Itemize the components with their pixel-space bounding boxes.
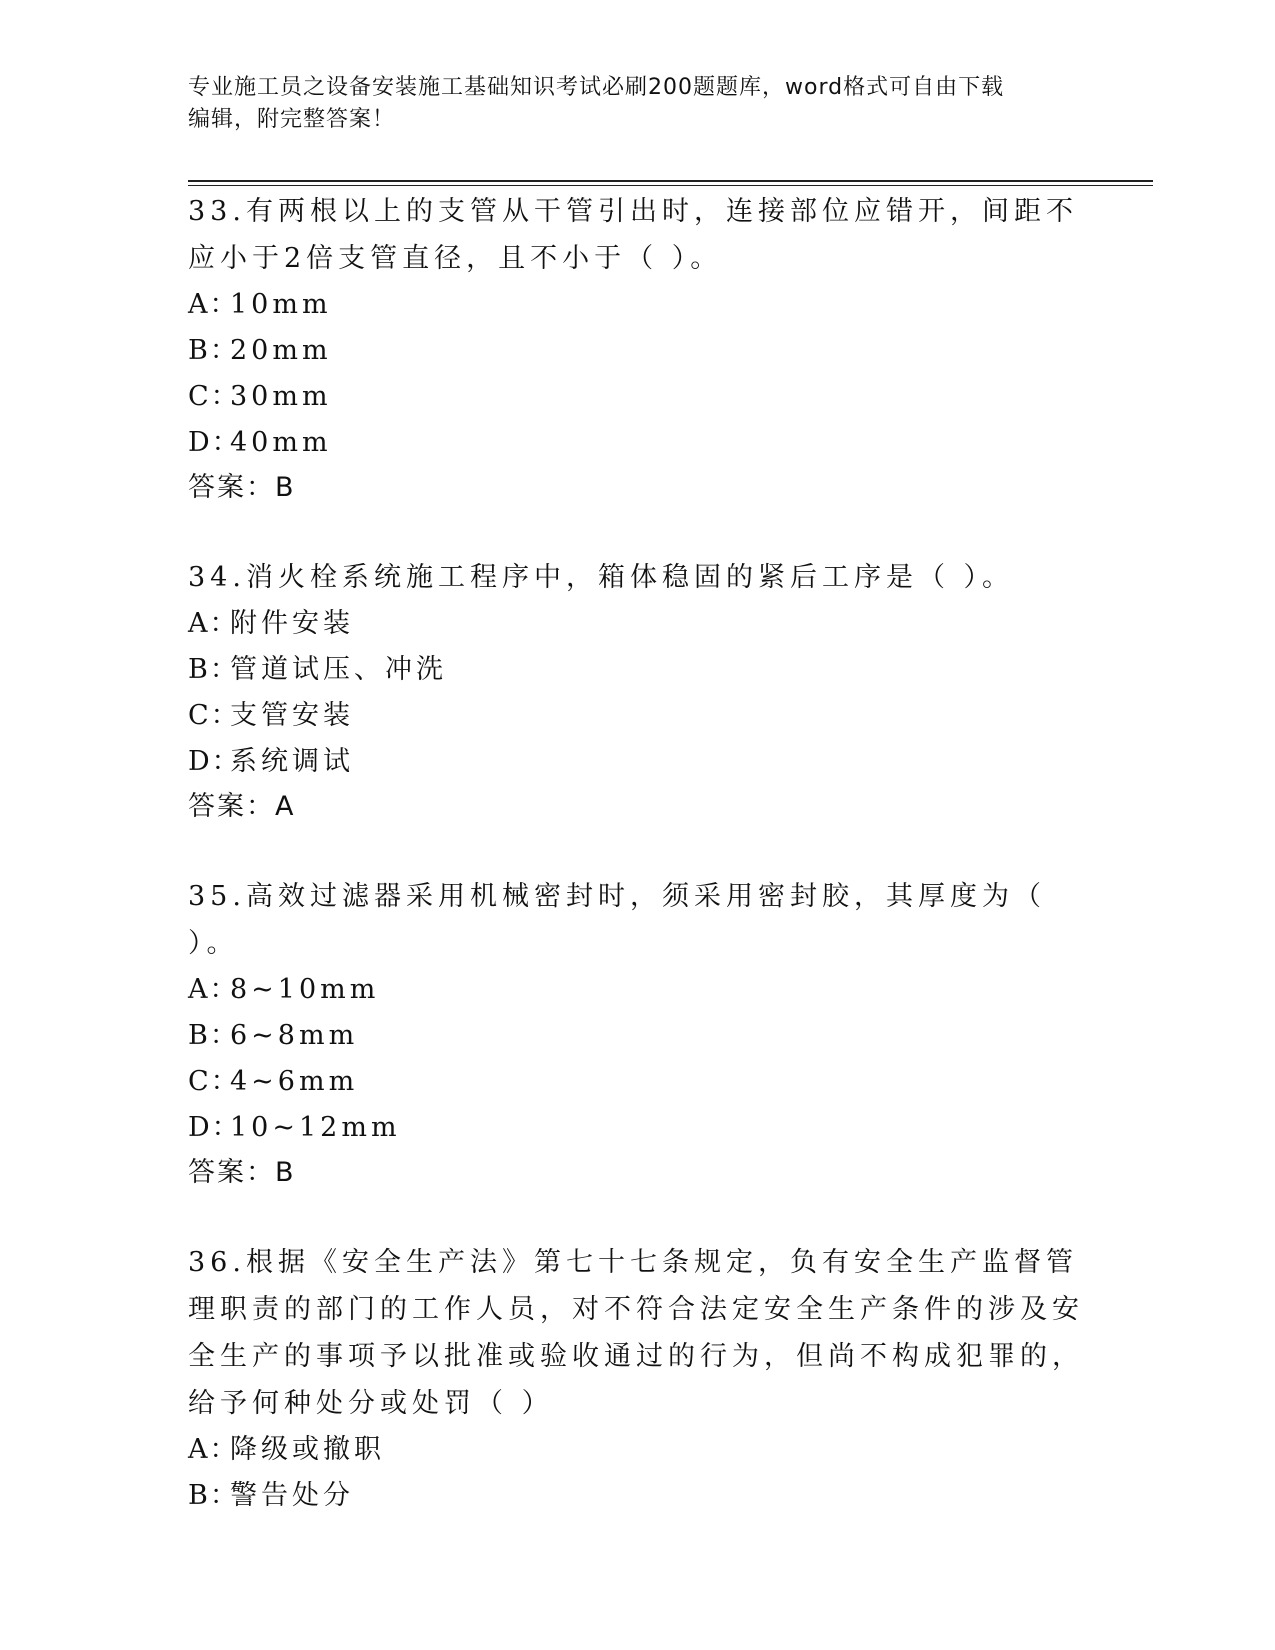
option-text: 降级或撤职	[230, 1434, 385, 1465]
option-letter: A：	[188, 974, 239, 1005]
option-letter: B：	[188, 654, 239, 685]
question-36	[188, 1239, 1088, 1519]
option-c	[188, 693, 1088, 739]
answer-line: 答案：A	[188, 791, 296, 822]
option-text: 10~12mm	[230, 1112, 401, 1143]
option-letter: A：	[188, 289, 239, 320]
header-divider-thin	[188, 185, 1153, 186]
option-letter: B：	[188, 1020, 239, 1051]
option-text: 8~10mm	[230, 974, 380, 1005]
question-list	[188, 188, 1088, 1519]
question-35	[188, 873, 1088, 1195]
option-b	[188, 1473, 1088, 1519]
question-text: 33.有两根以上的支管从干管引出时，连接部位应错开，间距不应小于2倍支管直径，且不小于（ ）。	[188, 196, 1078, 274]
header-divider-thick	[188, 180, 1153, 182]
question-text: 35.高效过滤器采用机械密封时，须采用密封胶，其厚度为（ ）。	[188, 881, 1046, 959]
option-a	[188, 1427, 1088, 1473]
option-letter: A：	[188, 1434, 239, 1465]
option-b	[188, 1013, 1088, 1059]
option-text: 系统调试	[230, 746, 354, 777]
option-text: 警告处分	[230, 1480, 354, 1511]
option-text: 30mm	[230, 381, 332, 412]
option-text: 20mm	[230, 335, 332, 366]
option-d	[188, 1105, 1088, 1151]
option-letter: B：	[188, 1480, 239, 1511]
option-text: 附件安装	[230, 608, 354, 639]
option-d	[188, 420, 1088, 466]
option-letter: C：	[188, 381, 240, 412]
option-letter: C：	[188, 1066, 240, 1097]
option-text: 10mm	[230, 289, 332, 320]
question-text: 36.根据《安全生产法》第七十七条规定，负有安全生产监督管理职责的部门的工作人员，对不符合法定安全生产条件的涉及安全生产的事项予以批准或验收通过的行为，但尚不构成犯罪的，给予何种处分或处罚（ ）	[188, 1247, 1084, 1419]
question-34	[188, 554, 1088, 829]
option-letter: B：	[188, 335, 239, 366]
option-c	[188, 1059, 1088, 1105]
answer-line: 答案：B	[188, 1157, 296, 1188]
option-a	[188, 601, 1088, 647]
option-letter: C：	[188, 700, 240, 731]
document-header	[188, 72, 1088, 136]
header-line-1: 专业施工员之设备安装施工基础知识考试必刷200题题库，word格式可自由下载	[188, 75, 1005, 100]
option-text: 40mm	[230, 427, 332, 458]
question-33	[188, 188, 1088, 510]
option-letter: D：	[188, 427, 241, 458]
answer-line: 答案：B	[188, 472, 296, 503]
option-letter: A：	[188, 608, 239, 639]
option-c	[188, 374, 1088, 420]
option-text: 支管安装	[230, 700, 354, 731]
question-text: 34.消火栓系统施工程序中，箱体稳固的紧后工序是（ ）。	[188, 562, 1015, 593]
option-b	[188, 328, 1088, 374]
option-text: 管道试压、冲洗	[230, 654, 447, 685]
option-b	[188, 647, 1088, 693]
option-a	[188, 967, 1088, 1013]
header-line-2: 编辑，附完整答案！	[188, 107, 396, 132]
option-text: 4~6mm	[230, 1066, 359, 1097]
option-letter: D：	[188, 746, 241, 777]
option-letter: D：	[188, 1112, 241, 1143]
option-d	[188, 739, 1088, 785]
option-text: 6~8mm	[230, 1020, 359, 1051]
option-a	[188, 282, 1088, 328]
